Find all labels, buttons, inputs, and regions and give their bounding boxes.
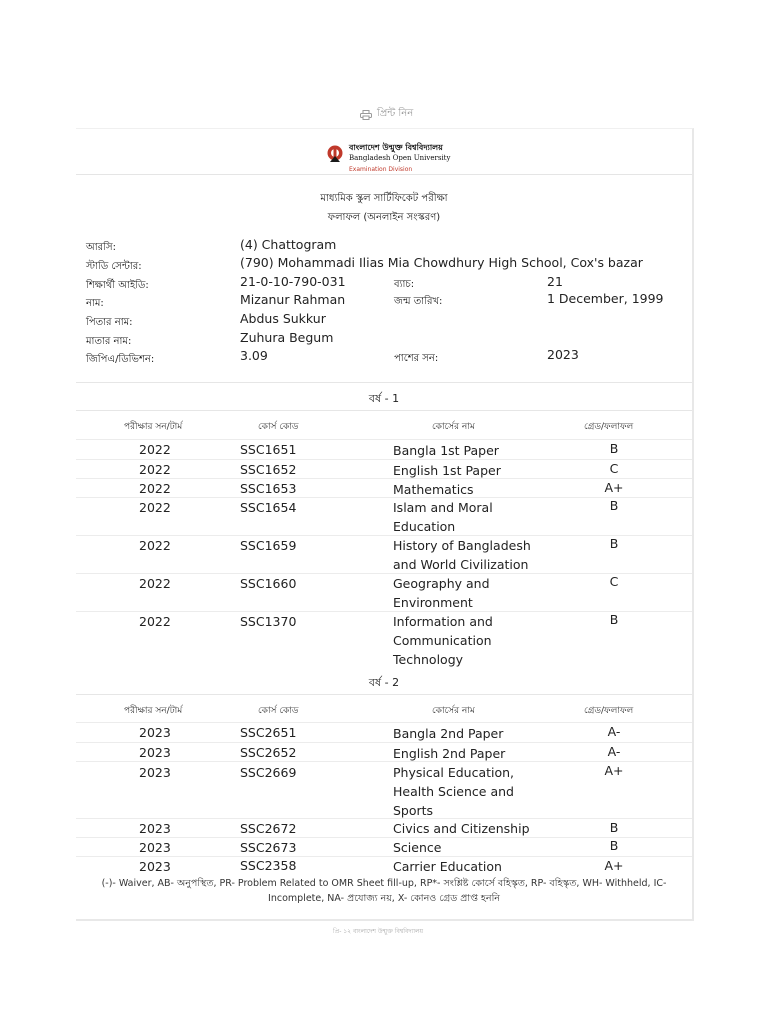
row-code: SSC2669 xyxy=(240,765,297,780)
row-year: 2023 xyxy=(139,840,171,855)
footer-note: প্রি- ১২ বাংলাদেশ উন্মুক্ত বিশ্ববিদ্যালয় xyxy=(333,928,423,935)
row-grade: C xyxy=(609,461,619,476)
row-grade: A+ xyxy=(604,858,624,873)
father-name-label: পিতার নাম: xyxy=(86,317,133,328)
row-code: SSC1659 xyxy=(240,538,297,553)
name-label: নাম: xyxy=(86,298,104,309)
student-id-value: 21-0-10-790-031 xyxy=(240,274,346,289)
university-name-en: Bangladesh Open University xyxy=(349,154,451,162)
table-row xyxy=(76,611,692,669)
header-course-name: কোর্সের নাম xyxy=(432,706,475,716)
divider xyxy=(76,382,692,383)
row-course-name: Carrier Education xyxy=(393,859,502,874)
study-center-value: (790) Mohammadi Ilias Mia Chowdhury High School, Cox's bazar xyxy=(240,255,643,270)
divider xyxy=(76,410,692,411)
row-year: 2022 xyxy=(139,500,171,515)
row-course-name: English 1st Paper xyxy=(393,463,501,478)
row-year: 2022 xyxy=(139,481,171,496)
table-row xyxy=(76,459,692,479)
university-header xyxy=(327,142,450,175)
name-value: Mizanur Rahman xyxy=(240,292,346,307)
mother-name-value: Zuhura Begum xyxy=(240,330,334,345)
row-code: SSC2358 xyxy=(240,858,297,873)
batch-value: 21 xyxy=(547,274,563,289)
rc-label: আরসি: xyxy=(86,242,117,253)
row-course-name: Physical Education, Health Science and Sports xyxy=(393,765,515,818)
batch-label: ব্যাচ: xyxy=(394,279,415,290)
printer-icon xyxy=(360,110,372,120)
table-header-year-1 xyxy=(76,419,692,435)
row-year: 2023 xyxy=(139,725,171,740)
header-course-name: কোর্সের নাম xyxy=(432,422,475,432)
row-course-name: Information and Communication Technology xyxy=(393,614,493,667)
table-row xyxy=(76,837,692,857)
row-year: 2022 xyxy=(139,462,171,477)
table-row xyxy=(76,535,692,574)
row-course-name: Mathematics xyxy=(393,482,474,497)
table-row xyxy=(76,761,692,819)
divider xyxy=(76,174,692,175)
header-session: পরীক্ষার সন/টার্ম xyxy=(124,422,183,432)
table-row xyxy=(76,478,692,498)
row-year: 2023 xyxy=(139,765,171,780)
result-subtitle: ফলাফল (অনলাইন সংস্করণ) xyxy=(327,212,441,223)
exam-title: মাধ্যমিক স্কুল সার্টিফিকেট পরীক্ষা xyxy=(320,193,448,204)
row-course-name: Geography and Environment xyxy=(393,576,490,610)
division-name: Examination Division xyxy=(349,166,413,173)
dob-value: 1 December, 1999 xyxy=(547,291,664,306)
row-code: SSC2672 xyxy=(240,821,297,836)
row-grade: A- xyxy=(607,724,621,739)
row-course-name: Islam and Moral Education xyxy=(393,500,493,534)
year-1-title: বর্ষ - 1 xyxy=(368,392,400,405)
header-grade: গ্রেড/ফলাফল xyxy=(584,706,634,716)
row-code: SSC1652 xyxy=(240,462,297,477)
row-year: 2022 xyxy=(139,442,171,457)
table-row xyxy=(76,722,692,743)
gpa-label: জিপিএ/ডিভিশন: xyxy=(86,354,155,365)
table-row xyxy=(76,497,692,536)
pass-year-label: পাশের সন: xyxy=(394,353,439,364)
row-course-name: Civics and Citizenship xyxy=(393,821,530,836)
row-course-name: Science xyxy=(393,840,442,855)
row-code: SSC1654 xyxy=(240,500,297,515)
row-code: SSC1370 xyxy=(240,614,297,629)
row-code: SSC2652 xyxy=(240,745,297,760)
row-year: 2023 xyxy=(139,859,171,874)
row-grade: B xyxy=(609,441,619,456)
row-grade: A+ xyxy=(604,763,624,778)
row-year: 2022 xyxy=(139,538,171,553)
row-grade: B xyxy=(609,820,619,835)
row-year: 2023 xyxy=(139,745,171,760)
row-code: SSC1653 xyxy=(240,481,297,496)
print-link[interactable] xyxy=(360,106,413,123)
row-grade: A- xyxy=(607,744,621,759)
table-row xyxy=(76,573,692,612)
row-year: 2022 xyxy=(139,576,171,591)
gpa-value: 3.09 xyxy=(240,348,268,363)
row-year: 2023 xyxy=(139,821,171,836)
father-name-value: Abdus Sukkur xyxy=(240,311,326,326)
row-code: SSC1651 xyxy=(240,442,297,457)
row-grade: C xyxy=(609,574,619,589)
dob-label: জন্ম তারিখ: xyxy=(394,296,443,307)
print-label: প্রিন্ট নিন xyxy=(377,108,414,119)
header-course-code: কোর্স কোড xyxy=(258,706,299,716)
table-row xyxy=(76,742,692,762)
divider xyxy=(76,694,692,695)
row-course-name: History of Bangladesh and World Civilization xyxy=(393,538,531,572)
table-row xyxy=(76,818,692,838)
row-course-name: English 2nd Paper xyxy=(393,746,506,761)
student-id-label: শিক্ষার্থী আইডি: xyxy=(86,280,149,291)
header-course-code: কোর্স কোড xyxy=(258,422,299,432)
row-code: SSC1660 xyxy=(240,576,297,591)
university-name-bn: বাংলাদেশ উন্মুক্ত বিশ্ববিদ্যালয় xyxy=(349,143,443,152)
pass-year-value: 2023 xyxy=(547,347,579,362)
row-course-name: Bangla 1st Paper xyxy=(393,443,499,458)
university-logo-icon xyxy=(327,142,343,164)
row-grade: A+ xyxy=(604,480,624,495)
row-course-name: Bangla 2nd Paper xyxy=(393,726,504,741)
grade-legend: (-)- Waiver, AB- অনুপস্থিত, PR- Problem Related to OMR Sheet fill-up, RP*- সংশ্লিষ্ট কোর্সে বহিস্কৃত, RP- বহিস্কৃত, WH- Withheld, IC- Incomplete, NA- প্রযোজ্য নয়, X- কোনও গ্রেড প্রাপ্ত হননি xyxy=(101,878,667,904)
row-grade: B xyxy=(609,498,619,513)
study-center-label: স্টাডি সেন্টার: xyxy=(86,261,142,272)
row-grade: B xyxy=(609,612,619,627)
header-grade: গ্রেড/ফলাফল xyxy=(584,422,634,432)
header-session: পরীক্ষার সন/টার্ম xyxy=(124,706,183,716)
rc-value: (4) Chattogram xyxy=(240,237,337,252)
row-year: 2022 xyxy=(139,614,171,629)
row-grade: B xyxy=(609,838,619,853)
row-code: SSC2673 xyxy=(240,840,297,855)
mother-name-label: মাতার নাম: xyxy=(86,336,132,347)
row-grade: B xyxy=(609,536,619,551)
table-row xyxy=(76,856,692,876)
row-code: SSC2651 xyxy=(240,725,297,740)
table-row xyxy=(76,439,692,460)
table-header-year-2 xyxy=(76,703,692,719)
year-2-title: বর্ষ - 2 xyxy=(368,676,400,689)
